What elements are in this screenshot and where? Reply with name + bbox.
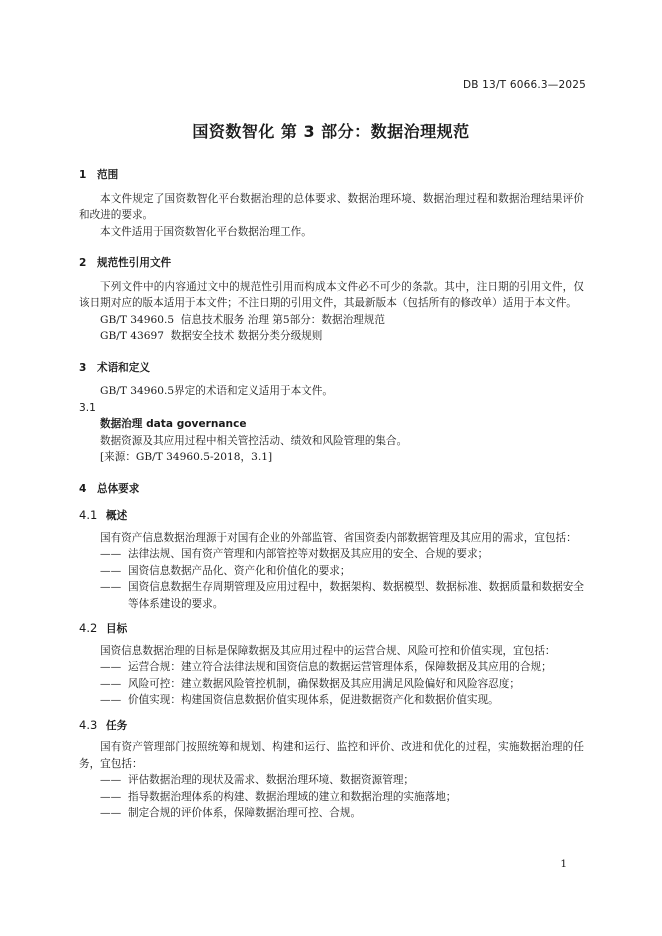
- paragraph: 本文件规定了国资数智化平台数据治理的总体要求、数据治理环境、数据治理过程和数据治理结果评价和改进的要求。: [79, 192, 584, 221]
- list-item-text: 评估数据治理的现状及需求、数据治理环境、数据资源管理；: [128, 774, 415, 786]
- paragraph: 国有资产信息数据治理源于对国有企业的外部监管、省国资委内部数据管理及其应用的需求，宜包括：: [100, 531, 577, 544]
- subsection-4-3-heading: [79, 717, 584, 735]
- section-3-heading: [79, 360, 584, 377]
- dash-marker: ——: [100, 774, 122, 786]
- subsection-number: 4.2: [79, 621, 98, 635]
- list-item-text: 风险可控：建立数据风险管控机制，确保数据及其应用满足风险偏好和风险容忍度；: [128, 677, 520, 690]
- section-2-heading: [79, 255, 584, 272]
- section-4-heading: [79, 481, 584, 498]
- term-name: 数据治理 data governance: [100, 418, 247, 430]
- subsection-number: 4.3: [79, 717, 98, 732]
- reference-item: GB/T 34960.5 信息技术服务 治理 第5部分：数据治理规范: [100, 313, 385, 326]
- dash-marker: ——: [100, 581, 122, 593]
- list-item: [79, 789, 584, 806]
- page-title: 国资数智化 第 3 部分：数据治理规范: [192, 122, 470, 141]
- dash-marker: ——: [100, 790, 122, 803]
- term-number: 3.1: [79, 401, 96, 414]
- paragraph: 国有资产管理部门按照统筹和规划、构建和运行、监控和评价、改进和优化的过程，实施数据治理的任务，宜包括：: [79, 741, 584, 770]
- list-item-text: 国资信息数据生存周期管理及应用过程中，数据架构、数据模型、数据标准、数据质量和数据安全等体系建设的要求。: [128, 581, 584, 610]
- document-body: [79, 167, 584, 822]
- paragraph: 国资信息数据治理的目标是保障数据及其应用过程中的运营合规、风险可控和价值实现，宜包括：: [100, 644, 556, 657]
- dash-marker: ——: [100, 694, 122, 706]
- subsection-title: 概述: [106, 510, 128, 522]
- list-item-text: 价值实现：构建国资信息数据价值实现体系，促进数据资产化和数据价值实现。: [128, 694, 499, 706]
- list-item: [79, 805, 584, 822]
- list-item-text: 指导数据治理体系的构建、数据治理域的建立和数据治理的实施落地；: [128, 790, 457, 803]
- dash-marker: ——: [100, 807, 122, 819]
- page-number: 1: [560, 858, 567, 870]
- list-item-text: 法律法规、国有资产管理和内部管控等对数据及其应用的安全、合规的要求；: [128, 548, 489, 560]
- list-item: [79, 676, 584, 693]
- term-source: [来源：GB/T 34960.5-2018，3.1]: [100, 451, 273, 463]
- section-number: 4: [79, 482, 87, 495]
- subsection-title: 目标: [106, 623, 128, 635]
- section-number: 2: [79, 257, 87, 269]
- section-number: 1: [79, 169, 87, 181]
- list-item-text: 制定合规的评价体系，保障数据治理可控、合规。: [128, 807, 362, 819]
- section-number: 3: [79, 361, 87, 374]
- paragraph: 本文件适用于国资数智化平台数据治理工作。: [100, 225, 312, 238]
- dash-marker: ——: [100, 677, 122, 690]
- subsection-4-1-heading: [79, 507, 584, 525]
- list-item: [79, 692, 584, 709]
- list-item: [79, 563, 584, 580]
- subsection-4-2-heading: [79, 620, 584, 638]
- subsection-number: 4.1: [79, 508, 98, 522]
- list-item-text: 运营合规：建立符合法律法规和国资信息的数据运营管理体系，保障数据及其应用的合规；: [128, 661, 552, 673]
- list-item-text: 国资信息数据产品化、资产化和价值化的要求；: [128, 564, 351, 577]
- section-1-heading: [79, 167, 584, 184]
- paragraph: 下列文件中的内容通过文中的规范性引用而构成本文件必不可少的条款。其中，注日期的引用文件，仅该日期对应的版本适用于本文件；不注日期的引用文件，其最新版本（包括所有的修改单）适用于本文件。: [79, 280, 584, 309]
- dash-marker: ——: [100, 548, 122, 560]
- list-item: [79, 579, 584, 612]
- list-item: [79, 659, 584, 676]
- reference-item: GB/T 43697 数据安全技术 数据分类分级规则: [100, 330, 323, 342]
- paragraph: GB/T 34960.5界定的术语和定义适用于本文件。: [100, 385, 333, 397]
- standard-code: DB 13/T 6066.3—2025: [462, 79, 586, 91]
- dash-marker: ——: [100, 661, 122, 673]
- list-item: [79, 546, 584, 563]
- section-title: 术语和定义: [97, 361, 150, 374]
- subsection-title: 任务: [106, 719, 128, 732]
- section-title: 规范性引用文件: [97, 257, 172, 269]
- dash-marker: ——: [100, 564, 122, 577]
- term-definition: 数据资源及其应用过程中相关管控活动、绩效和风险管理的集合。: [100, 434, 408, 447]
- list-item: [79, 772, 584, 789]
- section-title: 总体要求: [97, 482, 140, 495]
- section-title: 范围: [97, 169, 119, 181]
- term-entry: [79, 416, 584, 466]
